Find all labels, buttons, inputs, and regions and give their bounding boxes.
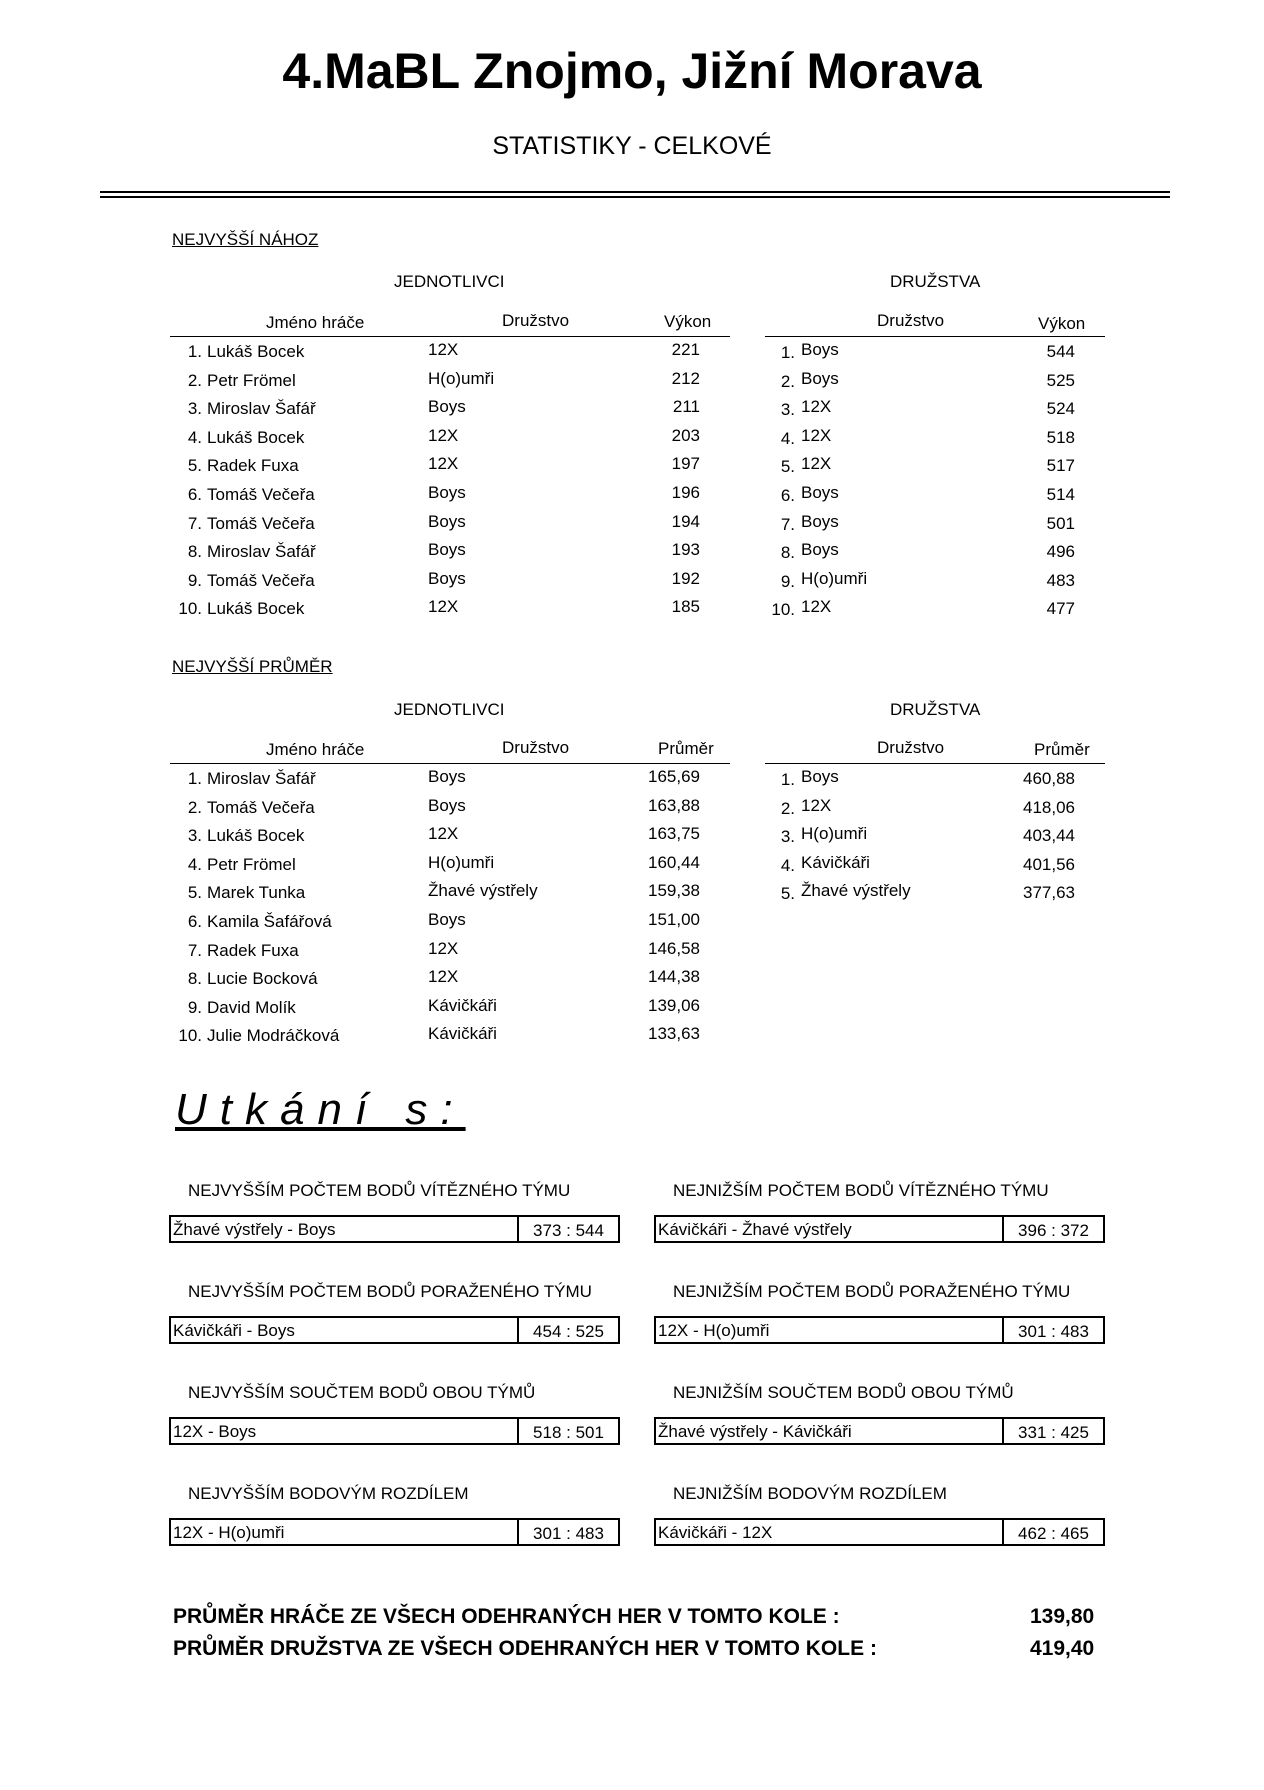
- rank-cell: 3.: [187, 399, 202, 419]
- header-divider-top: [100, 191, 1170, 193]
- value-cell: 221: [671, 340, 700, 359]
- team-cell: Žhavé výstřely: [428, 881, 538, 901]
- match-result-box: [169, 1316, 620, 1344]
- value-cell: 185: [671, 597, 700, 617]
- player-name-cell: Lukáš Bocek: [207, 342, 305, 361]
- team-cell: Boys: [428, 568, 466, 588]
- match-result-box: [654, 1215, 1105, 1243]
- rank-cell: 4.: [187, 854, 202, 874]
- team-cell: Boys: [801, 368, 839, 388]
- match-result-box: [169, 1518, 620, 1546]
- match-teams: Kávičkáři - Boys: [173, 1321, 295, 1340]
- rank-cell: 7.: [780, 514, 795, 534]
- value-cell: 211: [672, 397, 700, 417]
- team-cell: Boys: [801, 483, 839, 502]
- col-header-performance: Výkon: [1038, 314, 1086, 333]
- rank-cell: 2.: [780, 798, 795, 818]
- team-cell: Boys: [428, 483, 466, 502]
- team-cell: 12X: [428, 597, 459, 617]
- value-cell: 160,44: [648, 852, 700, 872]
- rank-cell: 2.: [187, 370, 202, 390]
- value-cell: 133,63: [648, 1024, 700, 1044]
- value-cell: 496: [1046, 542, 1075, 562]
- rank-cell: 3.: [780, 400, 795, 420]
- value-cell: 514: [1046, 485, 1075, 504]
- rank-cell: 5.: [187, 456, 202, 476]
- match-score: 518 : 501: [517, 1419, 618, 1443]
- match-score: 373 : 544: [517, 1217, 618, 1241]
- team-cell: Kávičkáři: [428, 1024, 497, 1044]
- team-cell: 12X: [428, 938, 459, 958]
- highest-average-individuals-label: JEDNOTLIVCI: [394, 700, 505, 719]
- value-cell: 196: [671, 483, 700, 502]
- rank-cell: 4.: [780, 428, 795, 448]
- value-cell: 401,56: [1023, 854, 1075, 874]
- player-name-cell: Petr Frömel: [207, 854, 296, 874]
- highest-throw-label: NEJVYŠŠÍ NÁHOZ: [172, 230, 319, 249]
- player-name-cell: Lucie Bocková: [207, 969, 318, 989]
- col-header-team: Družstvo: [502, 311, 570, 330]
- match-category-label: NEJNIŽŠÍM SOUČTEM BODŮ OBOU TÝMŮ: [673, 1383, 1014, 1402]
- rank-cell: 10.: [178, 1026, 202, 1046]
- team-cell: Žhavé výstřely: [801, 881, 911, 901]
- value-cell: 544: [1046, 342, 1075, 361]
- value-cell: 159,38: [648, 881, 700, 901]
- value-cell: 517: [1046, 456, 1075, 476]
- player-name-cell: Miroslav Šafář: [207, 399, 316, 419]
- value-cell: 525: [1046, 370, 1075, 390]
- rank-cell: 5.: [780, 457, 795, 477]
- player-name-cell: Tomáš Večeřa: [207, 513, 315, 533]
- team-cell: H(o)umři: [801, 824, 868, 844]
- team-cell: 12X: [801, 425, 832, 445]
- team-cell: 12X: [801, 397, 832, 417]
- page-title: 4.MaBL Znojmo, Jižní Morava: [282, 43, 982, 99]
- team-average-label: PRŮMĚR DRUŽSTVA ZE VŠECH ODEHRANÝCH HER V TOMTO KOLE :: [173, 1637, 877, 1660]
- value-cell: 144,38: [648, 967, 700, 987]
- match-category-label: NEJNIŽŠÍM POČTEM BODŮ VÍTĚZNÉHO TÝMU: [673, 1181, 1049, 1200]
- value-cell: 460,88: [1023, 769, 1075, 788]
- header-divider-bottom: [100, 196, 1170, 198]
- rank-cell: 9.: [187, 997, 202, 1017]
- value-cell: 197: [671, 454, 700, 474]
- matches-heading: Utkání s:: [175, 1085, 466, 1134]
- rank-cell: 7.: [187, 513, 202, 533]
- player-name-cell: Radek Fuxa: [207, 940, 299, 960]
- value-cell: 165,69: [648, 767, 700, 786]
- value-cell: 377,63: [1023, 883, 1075, 903]
- team-cell: 12X: [801, 454, 832, 474]
- team-cell: 12X: [801, 795, 832, 815]
- player-name-cell: Tomáš Večeřa: [207, 797, 315, 817]
- rank-cell: 1.: [780, 343, 795, 362]
- rank-cell: 9.: [187, 570, 202, 590]
- match-teams: Žhavé výstřely - Kávičkáři: [658, 1422, 852, 1441]
- player-name-cell: Lukáš Bocek: [207, 427, 305, 447]
- rank-cell: 3.: [780, 827, 795, 847]
- team-cell: 12X: [801, 597, 832, 617]
- rank-cell: 8.: [187, 969, 202, 989]
- rank-cell: 1.: [187, 342, 202, 361]
- match-score: 301 : 483: [1002, 1318, 1103, 1342]
- match-category-label: NEJVYŠŠÍM SOUČTEM BODŮ OBOU TÝMŮ: [188, 1383, 536, 1402]
- team-cell: 12X: [428, 454, 459, 474]
- player-average-value: 139,80: [1030, 1605, 1095, 1628]
- page-subtitle: STATISTIKY - CELKOVÉ: [492, 132, 772, 160]
- team-cell: H(o)umři: [801, 568, 868, 588]
- rank-cell: 4.: [187, 427, 202, 447]
- col-header-team: Družstvo: [502, 738, 570, 757]
- value-cell: 194: [671, 511, 700, 531]
- rank-cell: 10.: [771, 600, 795, 620]
- rank-cell: 5.: [187, 883, 202, 903]
- match-category-label: NEJNIŽŠÍM BODOVÝM ROZDÍLEM: [673, 1484, 947, 1503]
- highest-throw-teams-label: DRUŽSTVA: [890, 272, 981, 291]
- value-cell: 203: [671, 425, 700, 445]
- player-name-cell: Tomáš Večeřa: [207, 485, 315, 504]
- highest-throw-individuals-label: JEDNOTLIVCI: [394, 272, 505, 291]
- team-cell: Boys: [801, 767, 839, 786]
- match-score: 454 : 525: [517, 1318, 618, 1342]
- match-category-label: NEJVYŠŠÍM POČTEM BODŮ VÍTĚZNÉHO TÝMU: [188, 1181, 571, 1200]
- match-score: 462 : 465: [1002, 1520, 1103, 1544]
- player-name-cell: Kamila Šafářová: [207, 912, 332, 931]
- rank-cell: 9.: [780, 571, 795, 591]
- team-cell: Boys: [801, 540, 839, 560]
- value-cell: 403,44: [1023, 826, 1075, 846]
- value-cell: 163,88: [648, 795, 700, 815]
- match-result-box: [169, 1417, 620, 1445]
- team-cell: Boys: [428, 397, 466, 417]
- rank-cell: 6.: [187, 485, 202, 504]
- player-name-cell: Miroslav Šafář: [207, 542, 316, 562]
- value-cell: 151,00: [648, 910, 700, 929]
- player-name-cell: Julie Modráčková: [207, 1026, 340, 1046]
- value-cell: 524: [1046, 399, 1075, 419]
- match-teams: Žhavé výstřely - Boys: [173, 1220, 336, 1239]
- team-average-value: 419,40: [1030, 1637, 1095, 1660]
- player-name-cell: Lukáš Bocek: [207, 826, 305, 846]
- team-cell: Boys: [801, 340, 839, 359]
- match-score: 396 : 372: [1002, 1217, 1103, 1241]
- rank-cell: 1.: [187, 769, 202, 788]
- rank-cell: 5.: [780, 884, 795, 904]
- team-cell: Boys: [801, 511, 839, 531]
- value-cell: 518: [1046, 427, 1075, 447]
- value-cell: 501: [1046, 513, 1075, 533]
- rank-cell: 8.: [187, 542, 202, 562]
- value-cell: 477: [1046, 599, 1075, 619]
- player-name-cell: Petr Frömel: [207, 370, 296, 390]
- highest-average-label: NEJVYŠŠÍ PRŮMĚR: [172, 657, 333, 676]
- col-header-player-name: Jméno hráče: [266, 740, 365, 759]
- player-name-cell: David Molík: [207, 997, 296, 1017]
- match-result-box: [654, 1417, 1105, 1445]
- match-teams: Kávičkáři - Žhavé výstřely: [658, 1220, 852, 1239]
- value-cell: 163,75: [648, 824, 700, 844]
- player-name-cell: Lukáš Bocek: [207, 599, 305, 619]
- rank-cell: 7.: [187, 940, 202, 960]
- match-result-box: [169, 1215, 620, 1243]
- team-cell: H(o)umři: [428, 368, 495, 388]
- team-cell: Boys: [428, 910, 466, 929]
- highest-average-teams-label: DRUŽSTVA: [890, 700, 981, 719]
- match-category-label: NEJNIŽŠÍM POČTEM BODŮ PORAŽENÉHO TÝMU: [673, 1282, 1071, 1301]
- team-cell: Boys: [428, 511, 466, 531]
- value-cell: 139,06: [648, 995, 700, 1015]
- team-cell: Boys: [428, 767, 466, 786]
- match-teams: 12X - Boys: [173, 1422, 257, 1441]
- player-name-cell: Miroslav Šafář: [207, 769, 316, 788]
- rank-cell: 8.: [780, 543, 795, 563]
- player-name-cell: Radek Fuxa: [207, 456, 299, 476]
- rank-cell: 6.: [780, 486, 795, 505]
- rank-cell: 10.: [178, 599, 202, 619]
- match-result-box: [654, 1518, 1105, 1546]
- col-header-average: Průměr: [658, 739, 714, 758]
- col-header-average: Průměr: [1034, 740, 1090, 759]
- rank-cell: 2.: [780, 371, 795, 391]
- team-cell: H(o)umři: [428, 852, 495, 872]
- rank-cell: 4.: [780, 855, 795, 875]
- table-header-rule: [170, 763, 730, 764]
- team-cell: Boys: [428, 540, 466, 560]
- match-teams: 12X - H(o)umři: [658, 1321, 770, 1340]
- team-cell: Kávičkáři: [801, 852, 870, 872]
- value-cell: 193: [671, 540, 700, 560]
- value-cell: 146,58: [648, 938, 700, 958]
- table-header-rule: [765, 336, 1105, 337]
- player-name-cell: Tomáš Večeřa: [207, 570, 315, 590]
- table-header-rule: [765, 763, 1105, 764]
- match-teams: Kávičkáři - 12X: [658, 1523, 773, 1542]
- match-teams: 12X - H(o)umři: [173, 1523, 285, 1542]
- team-cell: 12X: [428, 425, 459, 445]
- rank-cell: 1.: [780, 770, 795, 789]
- team-cell: 12X: [428, 967, 459, 987]
- value-cell: 483: [1046, 570, 1075, 590]
- col-header-team: Družstvo: [877, 738, 945, 757]
- team-cell: Kávičkáři: [428, 995, 497, 1015]
- match-category-label: NEJVYŠŠÍM BODOVÝM ROZDÍLEM: [188, 1484, 469, 1503]
- table-header-rule: [170, 336, 730, 337]
- team-cell: 12X: [428, 340, 459, 359]
- player-name-cell: Marek Tunka: [207, 883, 306, 903]
- col-header-player-name: Jméno hráče: [266, 313, 365, 332]
- team-cell: Boys: [428, 795, 466, 815]
- match-score: 331 : 425: [1002, 1419, 1103, 1443]
- match-category-label: NEJVYŠŠÍM POČTEM BODŮ PORAŽENÉHO TÝMU: [188, 1282, 592, 1301]
- match-score: 301 : 483: [517, 1520, 618, 1544]
- value-cell: 192: [671, 568, 700, 588]
- value-cell: 212: [671, 368, 700, 388]
- match-result-box: [654, 1316, 1105, 1344]
- player-average-label: PRŮMĚR HRÁČE ZE VŠECH ODEHRANÝCH HER V TOMTO KOLE :: [173, 1605, 840, 1628]
- col-header-performance: Výkon: [664, 312, 712, 331]
- team-cell: 12X: [428, 824, 459, 844]
- col-header-team: Družstvo: [877, 311, 945, 330]
- rank-cell: 3.: [187, 826, 202, 846]
- rank-cell: 6.: [187, 912, 202, 931]
- value-cell: 418,06: [1023, 797, 1075, 817]
- rank-cell: 2.: [187, 797, 202, 817]
